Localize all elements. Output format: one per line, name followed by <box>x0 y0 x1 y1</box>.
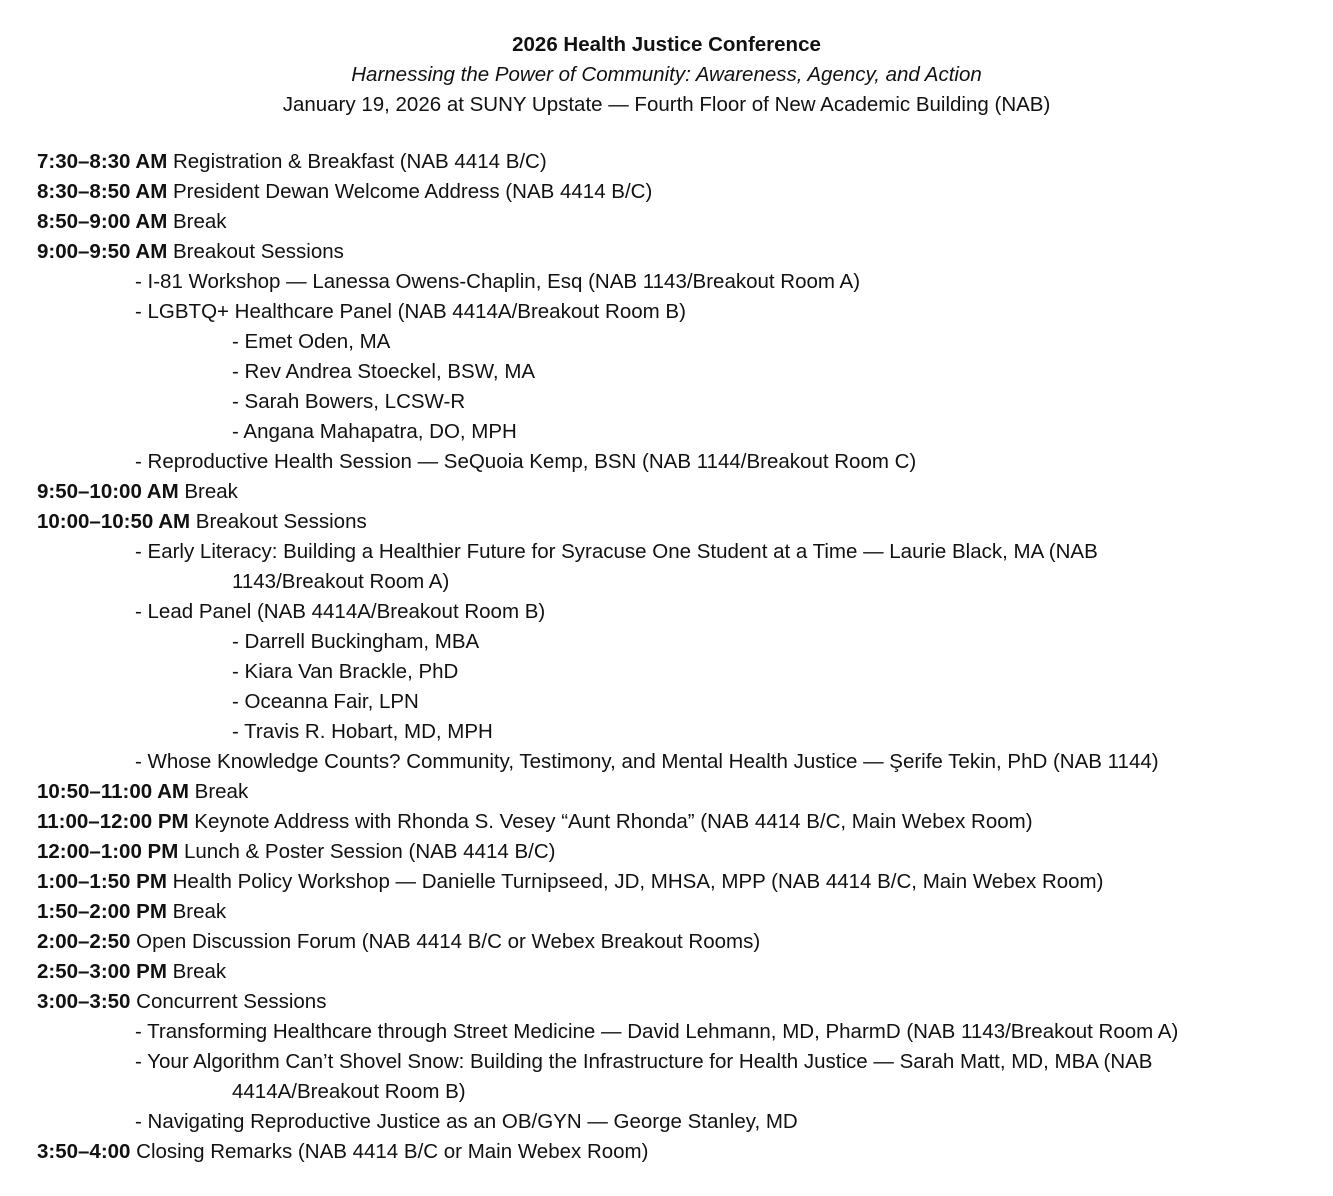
breakout-item: - Lead Panel (NAB 4414A/Breakout Room B) <box>135 600 546 623</box>
session-time: 3:50–4:00 <box>37 1140 131 1163</box>
conference-title: 2026 Health Justice Conference <box>512 33 821 56</box>
panelist: - Darrell Buckingham, MBA <box>232 630 480 653</box>
conference-subtitle: Harnessing the Power of Community: Awareness, Agency, and Action <box>351 63 982 86</box>
session-time: 7:30–8:30 AM <box>37 150 168 173</box>
session-time: 11:00–12:00 PM <box>37 810 189 833</box>
breakout-item: - I-81 Workshop — Lanessa Owens-Chaplin, Esq (NAB 1143/Breakout Room A) <box>135 270 861 293</box>
schedule-row <box>37 957 1327 987</box>
document-header <box>0 30 1333 120</box>
session-time: 2:50–3:00 PM <box>37 960 167 983</box>
session-title: Closing Remarks (NAB 4414 B/C or Main Webex Room) <box>130 1140 649 1163</box>
schedule <box>37 147 1327 1167</box>
schedule-row <box>37 507 1327 537</box>
breakout-item-continuation: 4414A/Breakout Room B) <box>232 1080 466 1103</box>
session-time: 1:00–1:50 PM <box>37 870 167 893</box>
session-title: Break <box>166 960 227 983</box>
panelist: - Kiara Van Brackle, PhD <box>232 660 459 683</box>
breakout-item: - Navigating Reproductive Justice as an OB/GYN — George Stanley, MD <box>135 1110 798 1133</box>
schedule-row <box>37 477 1327 507</box>
panelist: - Travis R. Hobart, MD, MPH <box>232 720 493 743</box>
session-title: Breakout Sessions <box>190 510 367 533</box>
session-time: 3:00–3:50 <box>37 990 131 1013</box>
session-time: 8:50–9:00 AM <box>37 210 168 233</box>
session-time: 9:50–10:00 AM <box>37 480 179 503</box>
session-title: Registration & Breakfast (NAB 4414 B/C) <box>167 150 547 173</box>
session-title: President Dewan Welcome Address (NAB 4414 B/C) <box>167 180 653 203</box>
session-title: Break <box>178 480 238 503</box>
schedule-row <box>37 837 1327 867</box>
session-title: Lunch & Poster Session (NAB 4414 B/C) <box>178 840 556 863</box>
session-time: 8:30–8:50 AM <box>37 180 168 203</box>
breakout-item-continuation: 1143/Breakout Room A) <box>232 570 450 593</box>
breakout-item: - Early Literacy: Building a Healthier Future for Syracuse One Student at a Time — Laurie Black, MA (NAB <box>135 540 1098 563</box>
schedule-row <box>37 237 1327 267</box>
session-time: 1:50–2:00 PM <box>37 900 167 923</box>
schedule-row <box>37 147 1327 177</box>
session-title: Breakout Sessions <box>167 240 344 263</box>
session-title: Health Policy Workshop — Danielle Turnipseed, JD, MHSA, MPP (NAB 4414 B/C, Main Webex Room) <box>166 870 1104 893</box>
session-time: 2:00–2:50 <box>37 930 131 953</box>
session-title: Break <box>166 900 227 923</box>
schedule-row <box>37 867 1327 897</box>
breakout-item: - Whose Knowledge Counts? Community, Testimony, and Mental Health Justice — Şerife Tekin, PhD (NAB 1144) <box>135 750 1159 773</box>
breakout-item: - Your Algorithm Can’t Shovel Snow: Building the Infrastructure for Health Justice — Sarah Matt, MD, MBA (NAB <box>135 1050 1153 1073</box>
panelist: - Emet Oden, MA <box>232 330 391 353</box>
schedule-row <box>37 927 1327 957</box>
schedule-row <box>37 777 1327 807</box>
schedule-row <box>37 1137 1327 1167</box>
schedule-row <box>37 807 1327 837</box>
schedule-row <box>37 987 1327 1017</box>
schedule-row <box>37 177 1327 207</box>
panelist: - Angana Mahapatra, DO, MPH <box>232 420 517 443</box>
session-time: 9:00–9:50 AM <box>37 240 168 263</box>
session-title: Break <box>167 210 227 233</box>
schedule-row <box>37 897 1327 927</box>
session-time: 10:00–10:50 AM <box>37 510 191 533</box>
panelist: - Oceanna Fair, LPN <box>232 690 419 713</box>
breakout-item: - Reproductive Health Session — SeQuoia Kemp, BSN (NAB 1144/Breakout Room C) <box>135 450 917 473</box>
panelist: - Rev Andrea Stoeckel, BSW, MA <box>232 360 536 383</box>
breakout-item: - Transforming Healthcare through Street Medicine — David Lehmann, MD, PharmD (NAB 1143/Breakout Room A) <box>135 1020 1179 1043</box>
session-time: 10:50–11:00 AM <box>37 780 189 803</box>
session-title: Concurrent Sessions <box>130 990 327 1013</box>
breakout-item: - LGBTQ+ Healthcare Panel (NAB 4414A/Breakout Room B) <box>135 300 686 323</box>
panelist: - Sarah Bowers, LCSW-R <box>232 390 466 413</box>
session-time: 12:00–1:00 PM <box>37 840 179 863</box>
session-title: Break <box>188 780 249 803</box>
date-location: January 19, 2026 at SUNY Upstate — Fourth Floor of New Academic Building (NAB) <box>282 93 1051 116</box>
session-title: Open Discussion Forum (NAB 4414 B/C or Webex Breakout Rooms) <box>130 930 761 953</box>
session-title: Keynote Address with Rhonda S. Vesey “Aunt Rhonda” (NAB 4414 B/C, Main Webex Room) <box>188 810 1033 833</box>
schedule-row <box>37 207 1327 237</box>
